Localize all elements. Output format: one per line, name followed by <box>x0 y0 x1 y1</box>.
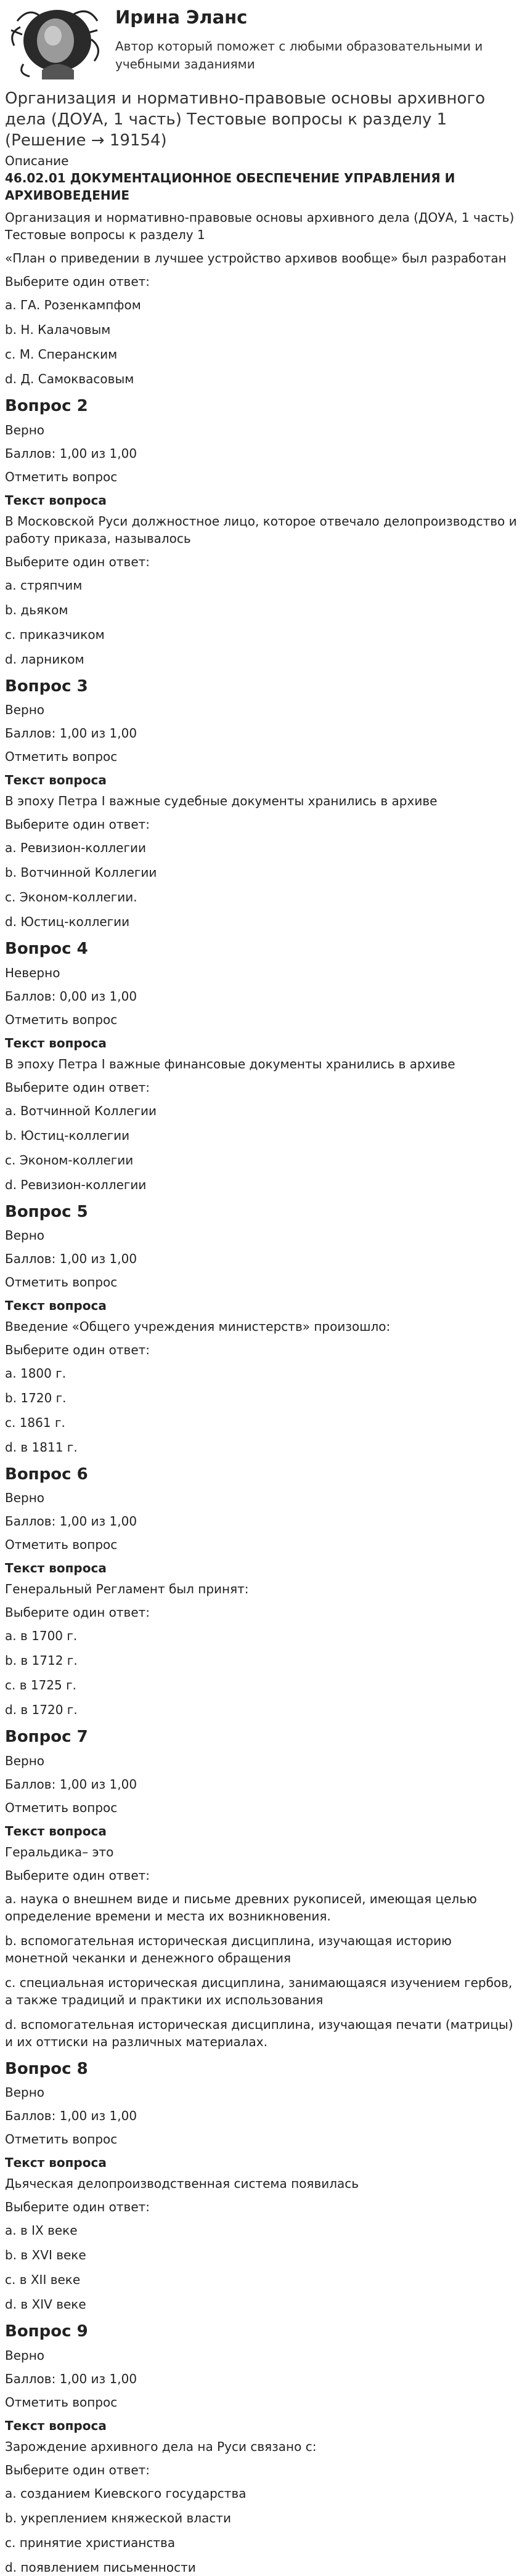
question-status: Неверно <box>5 965 60 980</box>
question-text-heading: Текст вопроса <box>5 2418 107 2433</box>
author-name[interactable]: Ирина Эланс <box>115 7 248 28</box>
answer-option: b. дьяком <box>5 602 68 617</box>
question-status: Верно <box>5 1490 45 1506</box>
question-score: Баллов: 0,00 из 1,00 <box>5 988 137 1004</box>
flag-question-link[interactable]: Отметить вопрос <box>5 2394 118 2410</box>
flag-question-link[interactable]: Отметить вопрос <box>5 2132 118 2147</box>
answer-option: b. укреплением княжеской власти <box>5 2510 231 2525</box>
question-heading: Вопрос 5 <box>5 1202 88 1221</box>
answer-prompt: Выберите один ответ: <box>5 1867 150 1883</box>
answer-prompt: Выберите один ответ: <box>5 1605 150 1620</box>
question-status: Верно <box>5 1753 45 1768</box>
question-8 <box>5 2058 517 2313</box>
question-heading: Вопрос 9 <box>5 2322 88 2341</box>
question-score: Баллов: 1,00 из 1,00 <box>5 726 137 741</box>
question-text: Геральдика– это <box>5 1844 114 1859</box>
answer-option: a. 1800 г. <box>5 1365 67 1381</box>
question-4 <box>5 938 517 1193</box>
question-status: Верно <box>5 2085 45 2100</box>
question-1 <box>5 250 517 388</box>
answer-option: b. Н. Калачовым <box>5 322 111 338</box>
answer-option: b. в XVI веке <box>5 2248 86 2263</box>
question-score: Баллов: 1,00 из 1,00 <box>5 2371 137 2386</box>
flag-question-link[interactable]: Отметить вопрос <box>5 1537 118 1553</box>
question-5 <box>5 1201 517 1456</box>
question-6 <box>5 1463 517 1718</box>
answer-option: d. в XIV веке <box>5 2297 86 2312</box>
answer-option: b. Юстиц-коллегии <box>5 1128 130 1143</box>
answer-option: d. Юстиц-коллегии <box>5 914 130 930</box>
answer-option: b. 1720 г. <box>5 1390 67 1405</box>
question-heading: Вопрос 4 <box>5 940 88 959</box>
answer-option: c. Эконом-коллегии. <box>5 890 137 905</box>
answer-option: d. появлением письменности <box>5 2559 196 2575</box>
author-info <box>115 2 517 73</box>
question-2 <box>5 395 517 667</box>
intro-text: Организация и нормативно-правовые основы архивного дела (ДОУА, 1 часть) Тестовые вопросы к разделу 1 <box>5 210 515 243</box>
question-text-heading: Текст вопроса <box>5 2155 107 2171</box>
flag-question-link[interactable]: Отметить вопрос <box>5 1274 118 1290</box>
answer-option: a. наука о внешнем виде и письме древних рукописей, имеющая целью определение времени и места их возникновения. <box>5 1891 477 1924</box>
answer-option: c. Эконом-коллегии <box>5 1152 134 1168</box>
answer-option: a. Ревизион-коллегии <box>5 840 146 856</box>
answer-option: a. ГА. Розенкампфом <box>5 298 141 313</box>
question-text-heading: Текст вопроса <box>5 1823 107 1839</box>
question-text: Дьяческая делопроизводственная система появилась <box>5 2176 359 2192</box>
answer-prompt: Выберите один ответ: <box>5 2462 150 2477</box>
question-text: «План о приведении в лучшее устройство архивов вообще» был разработан <box>5 251 507 266</box>
question-7 <box>5 1726 517 2050</box>
answer-option: a. Вотчинной Коллегии <box>5 1103 157 1118</box>
answer-option: d. вспомогательная историческая дисциплина, изучающая печати (матрицы) и их оттиски на различных материалах. <box>5 2017 513 2049</box>
question-text: Генеральный Регламент был принят: <box>5 1582 249 1597</box>
question-text: В эпоху Петра I важные финансовые документы хранились в архиве <box>5 1056 455 1071</box>
question-text: В эпоху Петра I важные судебные документы хранились в архиве <box>5 794 438 809</box>
answer-option: d. в 1720 г. <box>5 1702 78 1718</box>
flag-question-link[interactable]: Отметить вопрос <box>5 749 118 765</box>
answer-option: d. в 1811 г. <box>5 1439 78 1455</box>
questions-list <box>5 395 517 2575</box>
answer-prompt: Выберите один ответ: <box>5 554 150 569</box>
question-heading: Вопрос 2 <box>5 397 88 416</box>
question-text: Зарождение архивного дела на Руси связано с: <box>5 2439 317 2454</box>
question-score: Баллов: 1,00 из 1,00 <box>5 1514 137 1529</box>
question-heading: Вопрос 8 <box>5 2059 88 2078</box>
author-avatar[interactable] <box>5 2 107 79</box>
question-heading: Вопрос 3 <box>5 677 88 696</box>
flag-question-link[interactable]: Отметить вопрос <box>5 1800 118 1815</box>
answer-option: a. в IX веке <box>5 2223 78 2238</box>
answer-option: a. созданием Киевского государства <box>5 2485 247 2501</box>
question-heading: Вопрос 7 <box>5 1728 88 1747</box>
answer-option: b. Вотчинной Коллегии <box>5 865 157 880</box>
answer-option: d. Ревизион-коллегии <box>5 1177 147 1192</box>
question-status: Верно <box>5 2347 45 2363</box>
question-score: Баллов: 1,00 из 1,00 <box>5 1251 137 1266</box>
answer-option: b. в 1712 г. <box>5 1653 78 1668</box>
question-3 <box>5 675 517 930</box>
answer-prompt: Выберите один ответ: <box>5 1342 150 1357</box>
question-status: Верно <box>5 1227 45 1243</box>
author-header <box>5 0 517 85</box>
answer-prompt: Выберите один ответ: <box>5 2200 150 2215</box>
answer-option: b. вспомогательная историческая дисциплина, изучающая историю монетной чеканки и денежного обращения <box>5 1933 452 1965</box>
question-score: Баллов: 1,00 из 1,00 <box>5 1776 137 1792</box>
question-score: Баллов: 1,00 из 1,00 <box>5 445 137 461</box>
answer-prompt: Выберите один ответ: <box>5 274 150 290</box>
question-heading: Вопрос 6 <box>5 1465 88 1484</box>
author-description: Автор который поможет с любыми образовательными и учебными заданиями <box>115 38 483 71</box>
question-text-heading: Текст вопроса <box>5 773 107 788</box>
answer-option: a. стряпчим <box>5 577 83 593</box>
answer-option: c. в XII веке <box>5 2272 81 2288</box>
answer-option: c. 1861 г. <box>5 1415 65 1430</box>
answer-prompt: Выберите один ответ: <box>5 817 150 832</box>
question-text: Введение «Общего учреждения министерств» произошло: <box>5 1318 391 1334</box>
answer-option: d. Д. Самоквасовым <box>5 372 134 387</box>
answer-option: c. специальная историческая дисциплина, занимающаяся изучением гербов, а также традиций и практики их использования <box>5 1975 513 2007</box>
question-text-heading: Текст вопроса <box>5 1298 107 1313</box>
answer-option: d. ларником <box>5 651 84 667</box>
question-text-heading: Текст вопроса <box>5 1561 107 1576</box>
answer-option: c. приказчиком <box>5 627 105 642</box>
description-label: Описание <box>5 153 69 169</box>
question-text-heading: Текст вопроса <box>5 1035 107 1050</box>
question-status: Верно <box>5 422 45 437</box>
question-text: В Московской Руси должностное лицо, которое отвечало делопроизводство и работу приказа, называлось <box>5 513 517 546</box>
answer-option: a. в 1700 г. <box>5 1628 78 1644</box>
answer-option: c. принятие христианства <box>5 2535 176 2550</box>
question-text-heading: Текст вопроса <box>5 492 107 508</box>
answer-prompt: Выберите один ответ: <box>5 1079 150 1095</box>
question-score: Баллов: 1,00 из 1,00 <box>5 2108 137 2124</box>
flag-question-link[interactable]: Отметить вопрос <box>5 1012 118 1027</box>
flag-question-link[interactable]: Отметить вопрос <box>5 469 118 484</box>
question-status: Верно <box>5 702 45 718</box>
subject-heading: 46.02.01 ДОКУМЕНТАЦИОННОЕ ОБЕСПЕЧЕНИЕ УПРАВЛЕНИЯ И АРХИВОВЕДЕНИЕ <box>5 171 455 203</box>
page-title: Организация и нормативно-правовые основы архивного дела (ДОУА, 1 часть) Тестовые вопросы к разделу 1 (Решение → 19154) <box>5 89 486 150</box>
question-9 <box>5 2320 517 2575</box>
answer-option: c. в 1725 г. <box>5 1678 76 1693</box>
answer-option: c. М. Сперанским <box>5 347 118 362</box>
